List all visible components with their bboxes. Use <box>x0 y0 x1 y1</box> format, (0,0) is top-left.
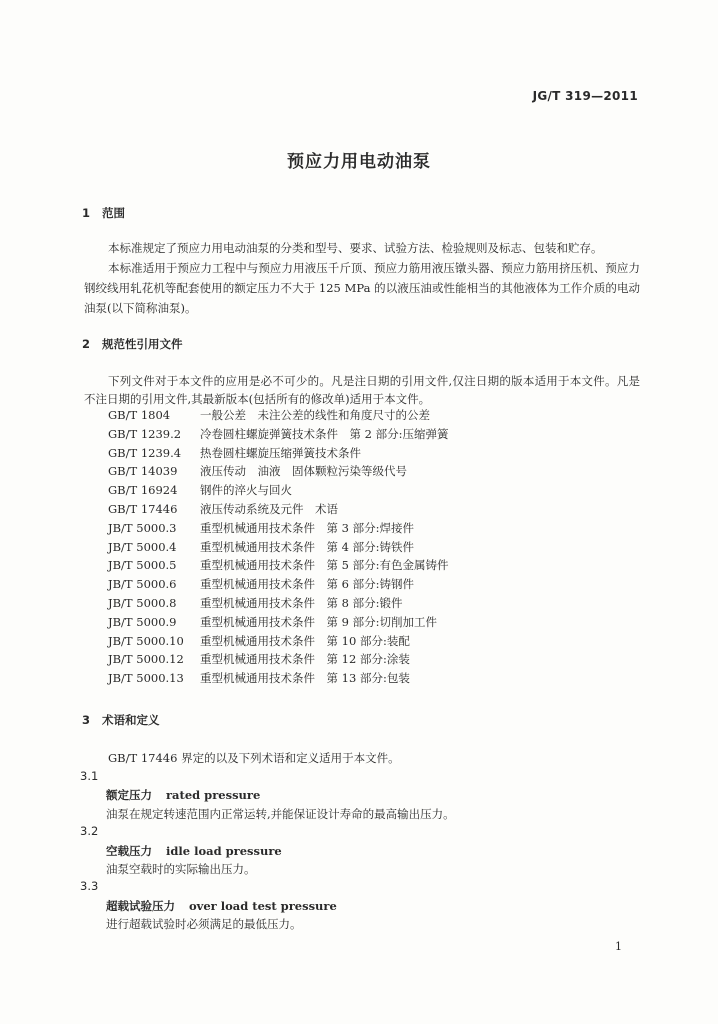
reference-code: JB/T 5000.3 <box>108 520 177 535</box>
reference-item <box>108 650 628 669</box>
page-number: 1 <box>615 940 622 953</box>
term-number: 3.2 <box>80 824 99 838</box>
reference-title: 重型机械通用技术条件 第 10 部分:装配 <box>200 633 410 648</box>
term-zh: 超载试验压力 <box>106 899 175 913</box>
reference-code: GB/T 1804 <box>108 408 171 422</box>
section-number: 1 <box>82 206 91 220</box>
reference-title: 钢件的淬火与回火 <box>200 483 292 498</box>
reference-item <box>108 556 628 575</box>
reference-item <box>108 613 628 632</box>
reference-item <box>108 594 628 613</box>
term-definition: 油泵空载时的实际输出压力。 <box>106 862 256 876</box>
reference-code: GB/T 16924 <box>108 483 178 498</box>
reference-item <box>108 406 628 425</box>
reference-code: JB/T 5000.10 <box>108 633 184 648</box>
paragraph: 下列文件对于本文件的应用是必不可少的。凡是注日期的引用文件,仅注日期的版本适用于本文件。凡是不注日期的引用文件,其最新版本(包括所有的修改单)适用于本文件。 <box>84 374 640 406</box>
reference-list <box>108 406 628 688</box>
reference-title: 重型机械通用技术条件 第 6 部分:铸钢件 <box>200 577 415 592</box>
term-definition: 进行超载试验时必须满足的最低压力。 <box>106 917 302 931</box>
reference-title: 热卷圆柱螺旋压缩弹簧技术条件 <box>200 445 361 460</box>
reference-code: JB/T 5000.9 <box>108 614 177 629</box>
reference-title: 重型机械通用技术条件 第 12 部分:涂装 <box>200 652 410 667</box>
reference-title: 重型机械通用技术条件 第 13 部分:包装 <box>200 671 410 686</box>
section-1-heading <box>82 205 125 221</box>
section-2-intro <box>84 372 640 408</box>
term-definition: 油泵在规定转速范围内正常运转,并能保证设计寿命的最高输出压力。 <box>106 807 455 821</box>
reference-item <box>108 519 628 538</box>
reference-item <box>108 500 628 519</box>
term-en: idle load pressure <box>166 844 282 858</box>
reference-title: 一般公差 未注公差的线性和角度尺寸的公差 <box>200 408 430 422</box>
reference-title: 冷卷圆柱螺旋弹簧技术条件 第 2 部分:压缩弹簧 <box>200 426 449 441</box>
reference-title: 重型机械通用技术条件 第 8 部分:锻件 <box>200 595 403 610</box>
reference-code: JB/T 5000.4 <box>108 539 177 554</box>
reference-item <box>108 632 628 651</box>
reference-title: 重型机械通用技术条件 第 9 部分:切削加工件 <box>200 614 437 629</box>
reference-code: JB/T 5000.5 <box>108 558 177 573</box>
reference-title: 液压传动系统及元件 术语 <box>200 501 338 516</box>
reference-item <box>108 425 628 444</box>
reference-code: GB/T 14039 <box>108 464 178 479</box>
reference-item <box>108 575 628 594</box>
term-heading <box>106 898 337 914</box>
paragraph: 本标准适用于预应力工程中与预应力用液压千斤顶、预应力筋用液压镦头器、预应力筋用挤压机、预应力钢绞线用轧花机等配套使用的额定压力不大于 125 MPa 的以液压油或性能相当的其他液体为工作介质的电动油泵(以下简称油泵)。 <box>84 261 640 315</box>
section-title: 规范性引用文件 <box>102 337 183 351</box>
term-en: rated pressure <box>166 788 261 802</box>
reference-title: 重型机械通用技术条件 第 5 部分:有色金属铸件 <box>200 558 449 573</box>
section-number: 3 <box>82 713 91 727</box>
reference-title: 液压传动 油液 固体颗粒污染等级代号 <box>200 464 407 479</box>
paragraph: 本标准规定了预应力用电动油泵的分类和型号、要求、试验方法、检验规则及标志、包装和贮存。 <box>108 241 603 255</box>
reference-item <box>108 481 628 500</box>
reference-item <box>108 538 628 557</box>
term-zh: 额定压力 <box>106 788 152 802</box>
reference-title: 重型机械通用技术条件 第 3 部分:焊接件 <box>200 520 415 535</box>
section-number: 2 <box>82 337 91 351</box>
document-title: 预应力用电动油泵 <box>287 152 431 172</box>
term-number: 3.1 <box>80 769 99 783</box>
reference-code: JB/T 5000.6 <box>108 577 177 592</box>
section-title: 范围 <box>102 206 125 220</box>
reference-code: JB/T 5000.12 <box>108 652 184 667</box>
standard-code: JG/T 319—2011 <box>532 89 638 103</box>
reference-item <box>108 669 628 688</box>
reference-title: 重型机械通用技术条件 第 4 部分:铸铁件 <box>200 539 415 554</box>
section-3-intro: GB/T 17446 界定的以及下列术语和定义适用于本文件。 <box>108 751 400 765</box>
term-en: over load test pressure <box>189 899 337 913</box>
reference-item <box>108 462 628 481</box>
reference-item <box>108 444 628 463</box>
reference-code: GB/T 1239.2 <box>108 426 182 441</box>
section-1-body <box>84 238 640 318</box>
term-heading <box>106 787 260 803</box>
section-title: 术语和定义 <box>102 713 160 727</box>
section-3-heading <box>82 712 160 728</box>
reference-code: JB/T 5000.8 <box>108 595 177 610</box>
term-heading <box>106 843 282 859</box>
term-number: 3.3 <box>80 879 99 893</box>
reference-code: GB/T 1239.4 <box>108 445 182 460</box>
term-zh: 空载压力 <box>106 844 152 858</box>
reference-code: JB/T 5000.13 <box>108 671 184 686</box>
reference-code: GB/T 17446 <box>108 501 178 516</box>
section-2-heading <box>82 336 183 352</box>
